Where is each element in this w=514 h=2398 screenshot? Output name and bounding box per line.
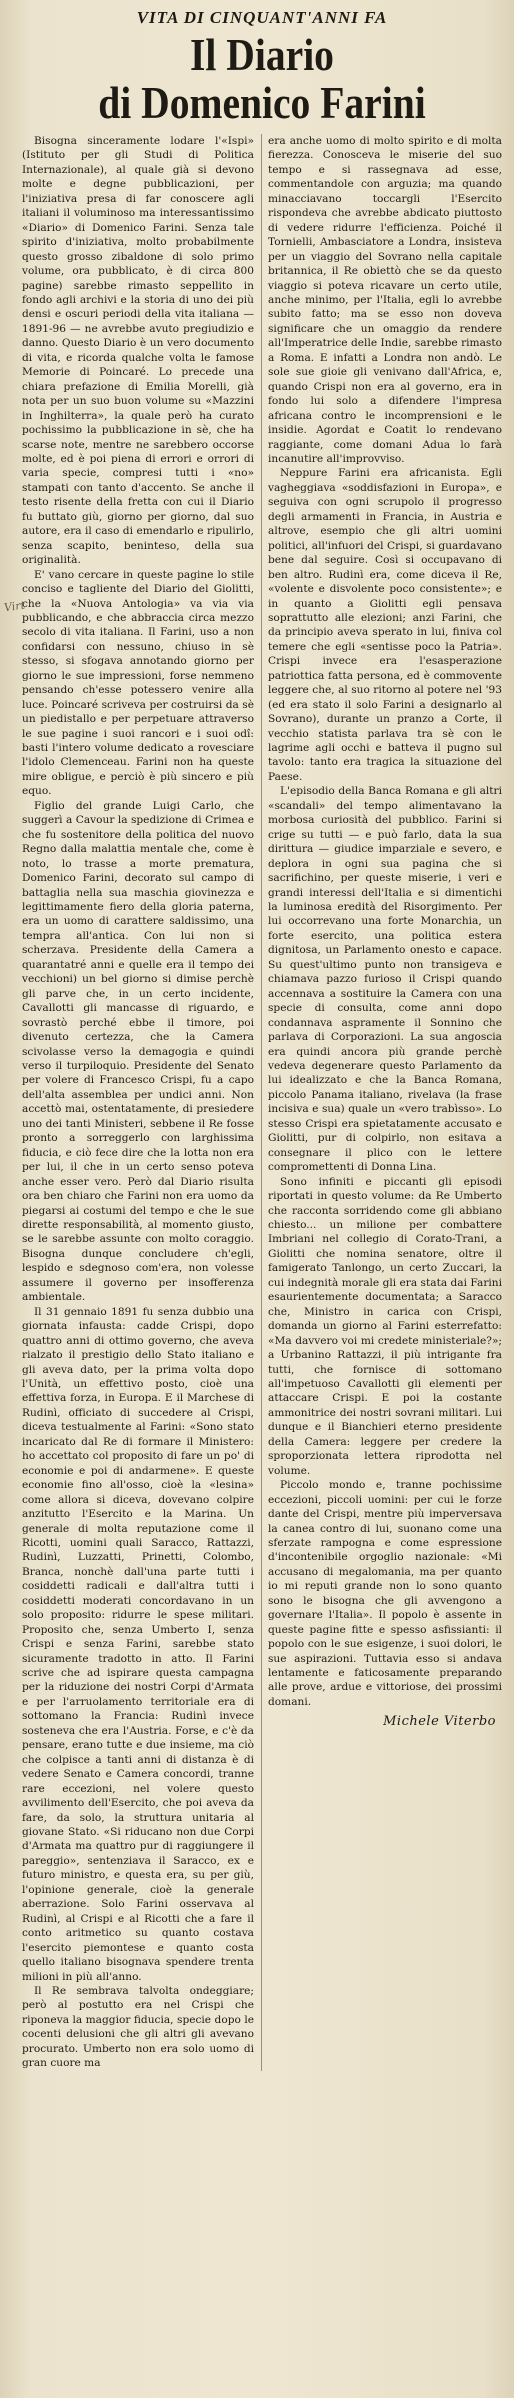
paragraph: Sono infiniti e piccanti gli episodi riportati in questo volume: da Re Umberto che racconta sorridendo come gli abbiano chiesto... un milione per combattere Imbriani nel collegio di Corato-Trani, a Giolitti che nomina senatore, oltre il famigerato Tanlongo, un certo Zuccari, la cui indegnità morale gli era stata dai Farini esaurientemente documentata; a Saracco che, Ministro in carica con Crispi, domanda un giorno al Farini esterrefatto: «Ma davvero voi mi credete ministeriale?»; a Urbanino Rattazzi, il più intrigante fra tutti, che fornisce di sottomano all'impetuoso Cavallotti gli elementi per attaccare Crispi. E poi la costante ammonitrice dei nostri sovrani militari. Lui dunque e il Bianchieri eterno presidente della Camera: leggere per credere la sproporzionata lettera riprodotta nel volume. [268, 1175, 502, 1477]
author-signature: Michele Viterbo [383, 1714, 496, 1730]
paragraph: Il 31 gennaio 1891 fu senza dubbio una giornata infausta: cadde Crispi, dopo quattro anni di ottimo governo, che aveva rialzato il prestigio dello Stato italiano e gli aveva dato, per la prima volta dopo l'Unità, un effettivo posto, cioè una effettiva forza, in Europa. E il Marchese di Rudinì, officiato di succedere al Crispi, diceva testualmente al Farini: «Sono stato incaricato dal Re di formare il Ministero: ho accettato col proposito di fare un po' di economie e poi di andarmene». E queste economie fino all'osso, cioè la «lesina» come allora si diceva, dovevano colpire anzitutto l'Esercito e la Marina. Un generale di molta reputazione come il Ricotti, uomini quali Saracco, Rattazzi, Rudinì, Luzzatti, Prinetti, Colombo, Branca, nonchè dall'una parte tutti i cosiddetti radicali e dall'altra tutti i cosiddetti moderati concordavano in un solo proposito: ridurre le spese militari. Proposito che, senza Umberto I, senza Crispi e senza Farini, sarebbe stato sicuramente tradotto in atto. Il Farini scrive che ad ispirare questa campagna per la riduzione dei nostri Corpi d'Armata e per l'arruolamento territoriale era di sottomano la Francia: Rudinì invece sosteneva che era l'Austria. Forse, e c'è da pensare, erano tutte e due insieme, ma ciò che colpisce a tanti anni di distanza è di vedere Senato e Camera concordi, tranne rare eccezioni, nel volere questo avvilimento dell'Esercito, che poi aveva da fare, da solo, la struttura unitaria al giovane Stato. «Si riducano non due Corpi d'Armata ma quattro pur di raggiungere il pareggio», sentenziava il Saracco, ex e futuro ministro, e questa era, su per giù, l'opinione generale, cioè la generale aberrazione. Solo Farini osservava al Rudinì, al Crispi e al Ricotti che a fare il conto aritmetico su quanto costava l'esercito piemontese e quanto costa quello italiano bisognava spendere trenta milioni in più all'anno. [22, 1305, 254, 1983]
paragraph: E' vano cercare in queste pagine lo stile conciso e tagliente del Diario del Giolitti, che la «Nuova Antologia» va via via pubblicando, e che abbraccia circa mezzo secolo di vita italiana. Il Farini, uso a non confidarsi con nessuno, chiuso in sè stesso, si sfogava annotando giorno per giorno le sue impressioni, forse nemmeno pensando ch'esse potessero venire alla luce. Poincaré scriveva per costruirsi da sè un piedistallo e per perpetuare attraverso le sue pagine i suoi rancori e i suoi odî: basti l'intero volume dedicato a rovesciare l'idolo Clemenceau. Farini non ha queste mire obligue, e perciò è più sincero e più equo. [22, 568, 254, 798]
handwritten-margin-note: Virt [3, 598, 26, 615]
paragraph: era anche uomo di molto spirito e di molta fierezza. Conosceva le miserie del suo tempo e si rassegnava ad esse, commentandole con arguzia; ma quando minacciavano toccargli l'Esercito rispondeva che avrebbe abdicato piuttosto di vedere ridurre l'efficienza. Poiché il Tornielli, Ambasciatore a Londra, insisteva per un viaggio del Sovrano nella capitale britannica, il Re obiettò che se da questo viaggio si poteva ricavare un certo utile, anche minimo, per l'Italia, egli lo avrebbe subito fatto; ma se esso non doveva significare che un omaggio da rendere all'Imperatrice delle Indie, sarebbe rimasto a Roma. E infatti a Londra non andò. Le sole sue gioie gli venivano dall'Africa, e, quando Crispi non era al governo, era in fondo lui solo a difendere l'impresa africana contro le incomprensioni e le insidie. Agordat e Coatit lo rendevano raggiante, come domani Adua lo farà incanutire all'improvviso. [268, 135, 502, 465]
paragraph: Bisogna sinceramente lodare l'«Ispi» (Istituto per gli Studi di Politica Internazionale), al quale già si devono molte e degne pubblicazioni, per l'iniziativa presa di far conoscere agli italiani il voluminoso ma interessantissimo «Diario» di Domenico Farini. Senza tale spirito d'iniziativa, molto probabilmente questo grosso zibaldone di solo primo volume, ora pubblicato, è di circa 800 pagine) sarebbe rimasto seppellito in fondo agli archivi e la storia di uno dei più densi e oscuri periodi della vita italiana — 1891-96 — ne avrebbe avuto pregiudizio e danno. Questo Diario è un vero documento di vita, e ricorda qualche volta le famose Memorie di Poincaré. Lo precede una chiara prefazione di Emilia Morelli, già nota per un suo buon volume su «Mazzini in Inghilterra», la quale però ha curato pochissimo la pubblicazione in sè, che ha scarse note, mentre ne sarebbero occorse molte, ed è poi piena di errori e orrori di varia specie, compresi tutti i «no» stampati con tanto d'accento. Se anche il testo risente della fretta con cui il Diario fu buttato giù, giorno per giorno, dal suo autore, era il caso di emendarlo e ripulirlo, senza scapito, beninteso, della sua originalità. [22, 135, 254, 567]
paragraph: Neppure Farini era africanista. Egli vagheggiava «soddisfazioni in Europa», e seguiva con ogni scrupolo il progresso degli armamenti in Francia, in Austria e altrove, esempio che gli altri uomini politici, all'infuori del Crispi, si guardavano bene dal seguire. Così si occupavano di ben altro. Rudinì era, come diceva il Re, «volente e disvolente poco consistente»; e in quanto a Giolitti egli pensava soprattutto alle elezioni; anzi Farini, che da principio aveva sperato in lui, finiva col temere che egli «sentisse poco la Patria». Crispi invece era l'esasperazione patriottica fatta persona, ed è commovente leggere che, al suo ritorno al potere nel '93 (ed era stato il solo Farini a designarlo al Sovrano), durante un pranzo a Corte, il vecchio statista parlava tra sè con le lagrime agli occhi e batteva il pugno sul tavolo: tanto era tragica la situazione del Paese. [268, 467, 502, 783]
article-title-line-1: Il Diario [190, 29, 334, 80]
paragraph: Figlio del grande Luigi Carlo, che suggerì a Cavour la spedizione di Crimea e che fu sostenitore della politica del nuovo Regno dalla malattia mentale che, come è noto, lo trasse a morte prematura, Domenico Farini, decorato sul campo di battaglia nella sua maschia giovinezza e legittimamente fiero della gloria paterna, era un uomo di carattere saldissimo, una tempra all'antica. Con lui non si scherzava. Presidente della Camera a quarantatré anni e quelle era il tempo dei vecchioni) un bel giorno si dimise perchè gli parve che, in un certo incidente, Cavallotti gli mancasse di riguardo, e sovrastò perché ebbe il timore, poi divenuto certezza, che la Camera scivolasse verso la demagogia e quindi verso il turpiloquio. Presidente del Senato per volere di Francesco Crispi, fu a capo dell'alta assemblea per undici anni. Non accettò mai, ostentatamente, di presiedere uno dei tanti Ministeri, sebbene il Re fosse pronto a sorreggerlo con larghissima fiducia, e ciò fece dire che la lotta non era per lui, il che in un certo senso poteva anche esser vero. Però dal Diario risulta ora ben chiaro che Farini non era uomo da piegarsi ai costumi del tempo e che le sue dirette responsabilità, al momento giusto, se le sarebbe assunte con molto coraggio. Bisogna dunque concludere ch'egli, lespido e sdegnoso com'era, non volesse assumere il governo per insofferenza ambientale. [22, 799, 254, 1304]
paragraph: Piccolo mondo e, tranne pochissime eccezioni, piccoli uomini: per cui le forze dante del Crispi, mentre più imperversava la canea contro di lui, suonano come una sferzate rampogna e come espressione d'incontenibile orgoglio nazionale: «Mi accusano di megalomania, ma per quanto io mi reputi grande non lo sono quanto sono le bisogna che gli avvengono a governare l'Italia». Il popolo è assente in queste pagine fitte e spesso asfissianti: il popolo con le sue esigenze, i suoi dolori, le sue aspirazioni. Tuttavia esso si andava lentamente e faticosamente preparando alle prove, ardue e vittoriose, dei prossimi domani. [268, 1479, 502, 1708]
article-kicker: VITA DI CINQUANT'ANNI FA [136, 8, 388, 27]
right-column [261, 134, 502, 2071]
article-body [22, 134, 502, 2071]
left-column [22, 134, 254, 2071]
article-title-line-2: di Domenico Farini [98, 77, 426, 128]
paragraph: L'episodio della Banca Romana e gli altri «scandali» del tempo alimentavano la morbosa curiosità del pubblico. Farini si crige su tutti — e può farlo, data la sua dirittura — giudice imparziale e severo, e deplora in ogni sua pagina che si sacrifichino, per queste miserie, i veri e grandi interessi dell'Italia e si dimentichi la luminosa eredità del Risorgimento. Per lui occorrevano una forte Monarchia, un forte esercito, una politica estera dignitosa, un Parlamento onesto e capace. Su quest'ultimo punto non transigeva e chiamava pazzo furioso il Crispi quando accennava a sostituire la Camera con una specie di consulta, come anni dopo condannava aspramente il Sonnino che parlava di Corporazioni. La sua angoscia era quindi ancora più grande perchè vedeva degenerare questo Parlamento da lui idealizzato e che la Banca Romana, piccolo Panama italiano, rivelava (la frase incisiva e sua) quale un «vero trabìsso». Lo stesso Crispi era spietatamente accusato e Giolitti, pur di colpirlo, non esitava a consegnare il plico con le lettere compromettenti di Donna Lina. [268, 785, 502, 1174]
paragraph: Il Re sembrava talvolta ondeggiare; però al postutto era nel Crispi che riponeva la maggior fiducia, specie dopo le cocenti delusioni che gli altri gli avevano procurato. Umberto non era solo uomo di gran cuore ma [22, 1985, 254, 2070]
